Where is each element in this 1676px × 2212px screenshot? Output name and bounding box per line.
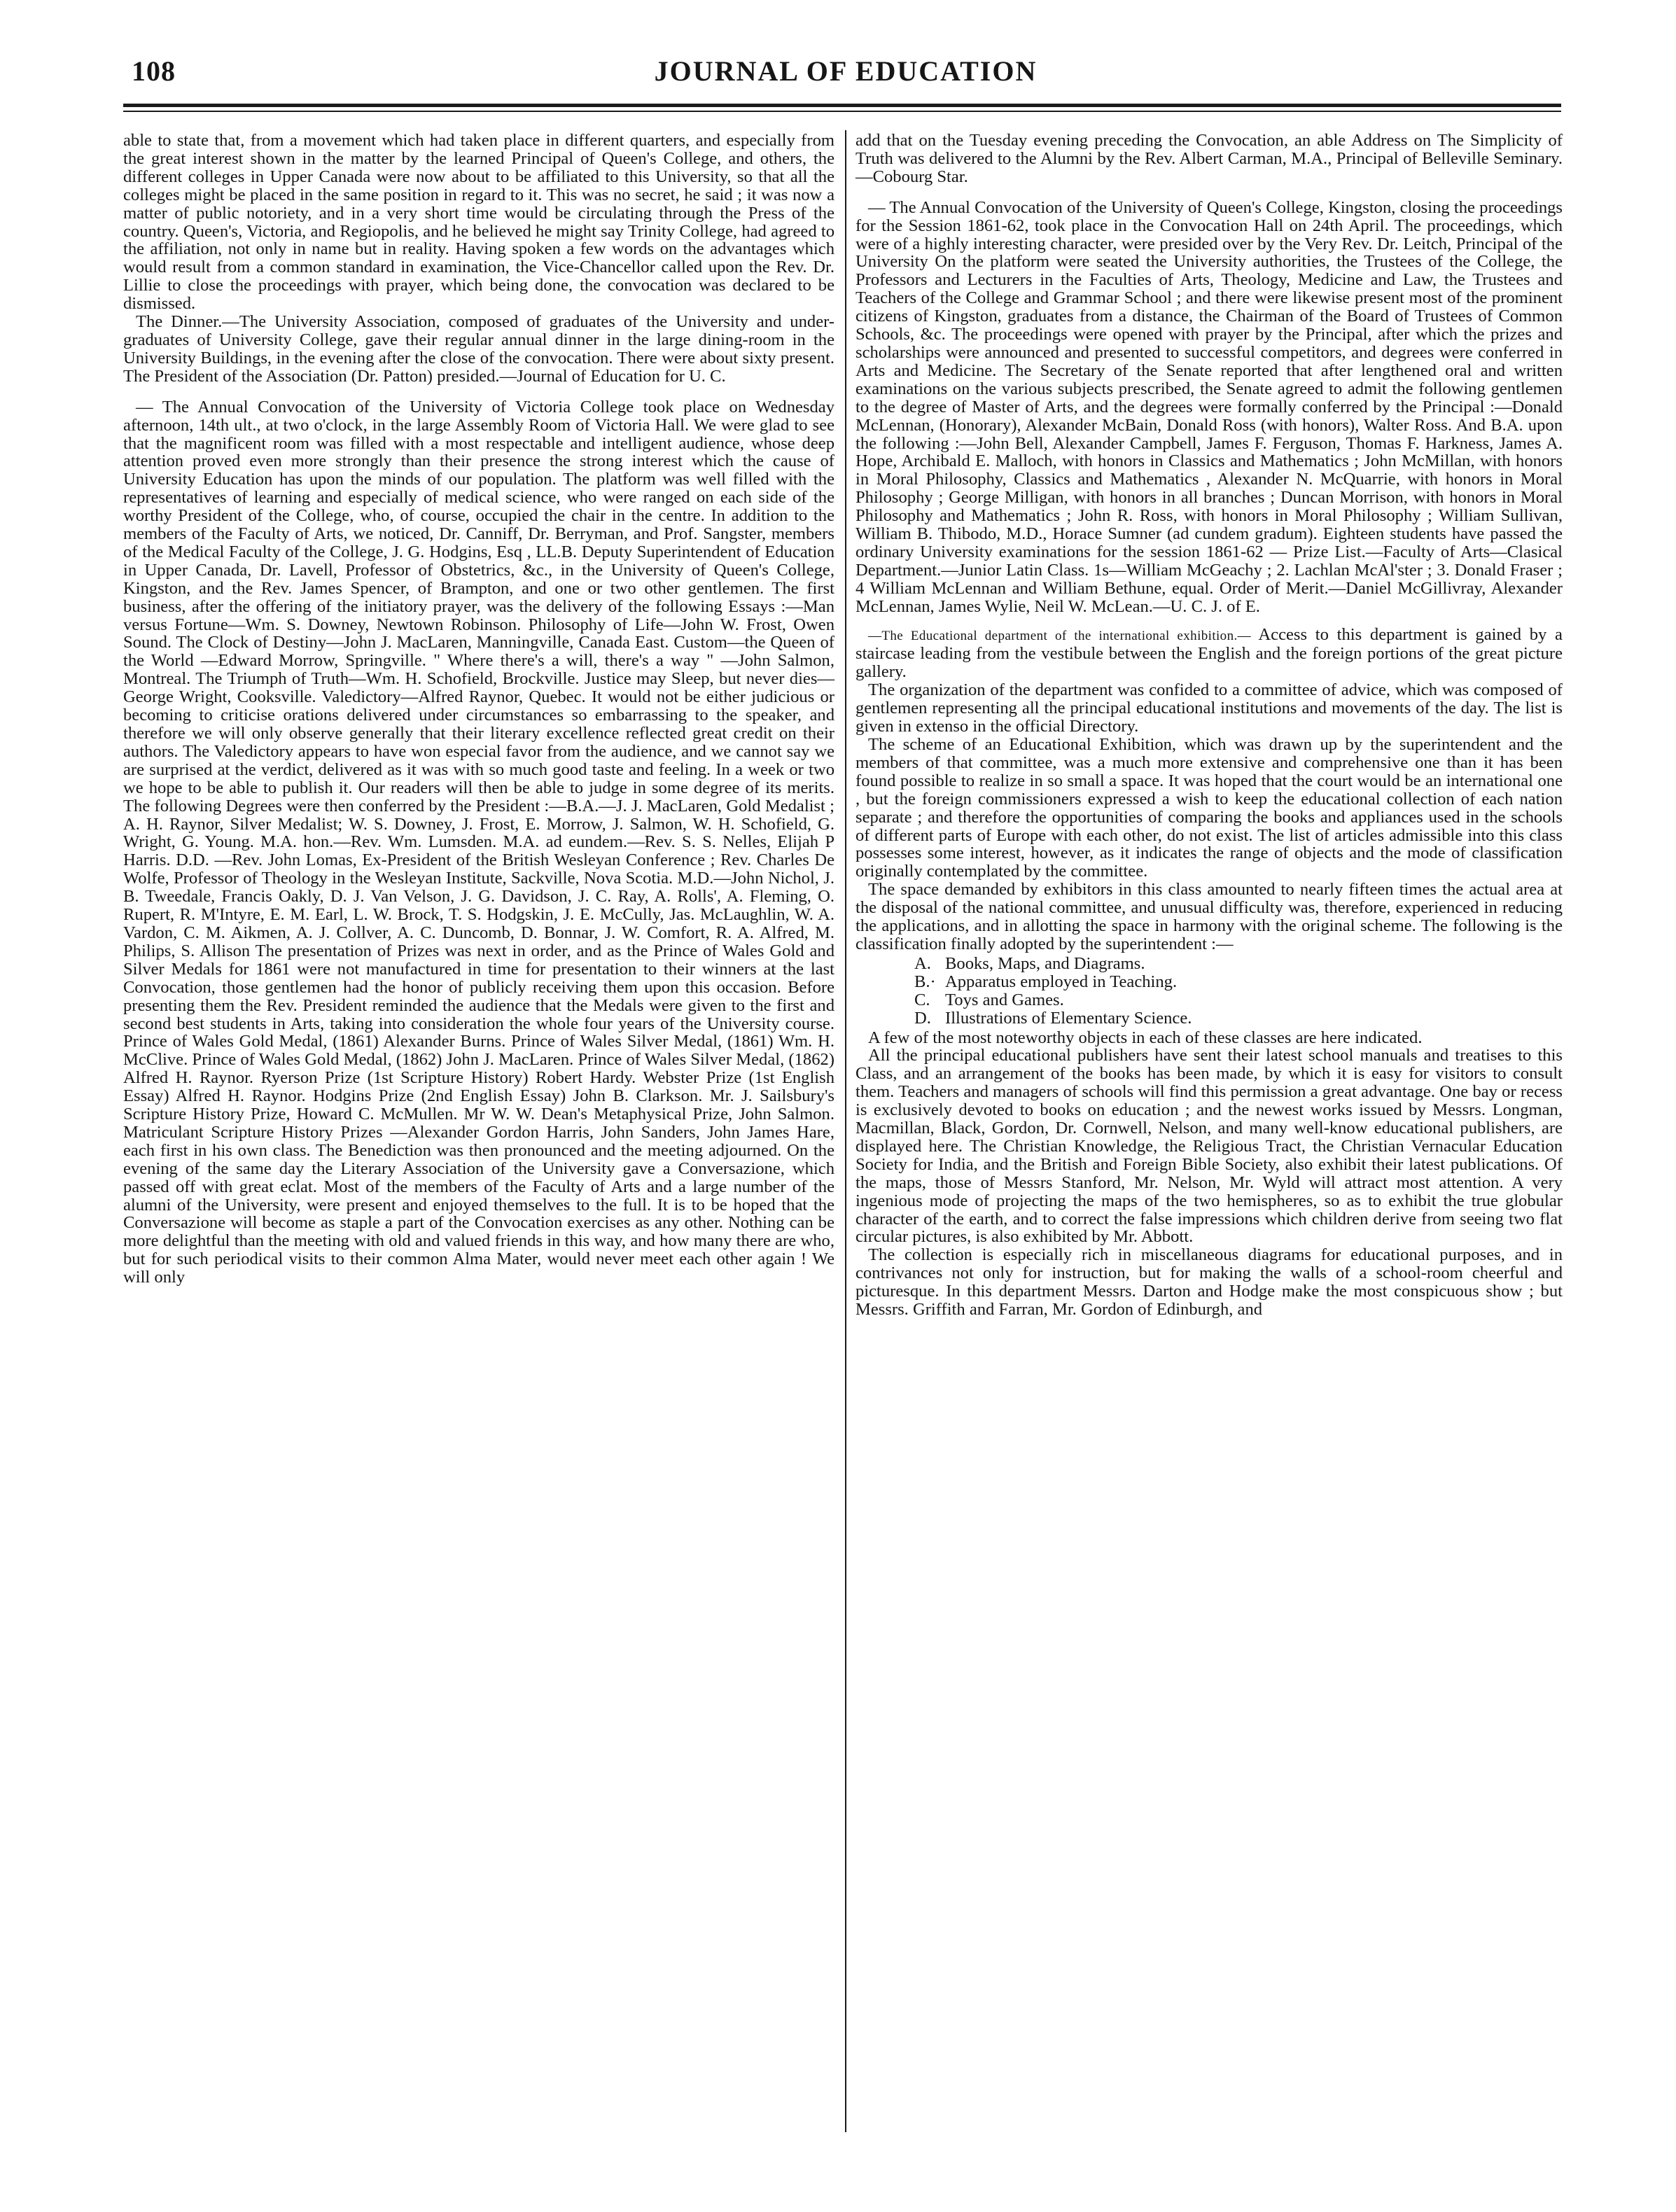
list-item-text: Books, Maps, and Diagrams. [945, 953, 1145, 973]
left-column [123, 132, 834, 1287]
section-heading: —The Educational department of the international exhibition.— [868, 628, 1252, 643]
list-item [914, 991, 1563, 1009]
header-rule-thick [123, 104, 1561, 107]
classification-list [856, 955, 1563, 1028]
paragraph: The collection is especially rich in miscellaneous diagrams for educational purposes, and in contrivances not only for instruction, but for making the walls of a school-room cheerful and picturesque. In this department Messrs. Darton and Hodge make the most conspicuous show ; but Messrs. Griffith and Farran, Mr. Gordon of Edinburgh, and [856, 1245, 1563, 1320]
page-header [132, 55, 1560, 97]
paragraph: All the principal educational publishers have sent their latest school manuals and treatises to this Class, and an arrangement of the books has been made, by which it is easy for visitors to consult them. Teachers and managers of schools will find this permission a great advantage. One bay or recess is exclusively devoted to books on education ; and the newest works issued by Messrs. Longman, Macmillan, Black, Gordon, Dr. Cornwell, Nelson, and many well-know educational publishers, are displayed here. The Christian Knowledge, the Religious Tract, the Christian Vernacular Education Society for India, and the British and Foreign Bible Society, also exhibit their latest publications. Of the maps, those of Messrs Stanford, Mr. Nelson, Mr. Wyld will attract most attention. A very ingenious mode of projecting the maps of the two hemispheres, so as to exhibit the true globular character of the earth, and to correct the false impressions which children derive from seeing two flat circular pictures, is also exhibited by Mr. Abbott. [856, 1046, 1563, 1247]
list-item-text: Toys and Games. [945, 990, 1064, 1009]
paragraph: — The Annual Convocation of the University of Victoria College took place on Wednesday afternoon, 14th ult., at two o'clock, in the large Assembly Room of Victoria Hall. We were glad to see that the magnificent room was filled with a most respectable and intelligent audience, whose deep attention proved even more strongly than their presence the strong interest which the cause of University Education has upon the minds of our population. The platform was well filled with the representatives of learning and especially of medical science, who were ranged on each side of the worthy President of the College, who, of course, occupied the chair in the centre. In addition to the members of the Faculty of Arts, we noticed, Dr. Canniff, Dr. Berryman, and Prof. Sangster, members of the Medical Faculty of the College, J. G. Hodgins, Esq , LL.B. Deputy Superintendent of Education in Upper Canada, Dr. Lavell, Professor of Obstetrics, &c., in the University of Queen's College, Kingston, and the Rev. James Spencer, of Brampton, and one or two other gentlemen. The first business, after the offering of the initiatory prayer, was the delivery of the following Essays :—Man versus Fortune—Wm. S. Downey, Newtown Robinson. Philosophy of Life—John W. Frost, Owen Sound. The Clock of Destiny—John J. MacLaren, Manningville, Canada East. Custom—the Queen of the World —Edward Morrow, Springville. " Where there's a will, there's a way " —John Salmon, Montreal. The Triumph of Truth—Wm. H. Schofield, Brockville. Justice may Sleep, but never dies—George Wright, Cooksville. Valedictory—Alfred Raynor, Quebec. It would not be either judicious or becoming to criticise orations delivered under circumstances so embarrassing to the speaker, and therefore we will only observe generally that their literary excellence reflected great credit on their authors. The Valedictory appears to have won especial favor from the audience, and we cannot say we are surprised at the verdict, delivered as it was with so much good taste and feeling. In a week or two we hope to be able to publish it. Our readers will then be able to judge in some degree of its merits. The following Degrees were then conferred by the President :—B.A.—J. J. MacLaren, Gold Medalist ; A. H. Raynor, Silver Medalist; W. S. Downey, J. Frost, E. Morrow, J. Salmon, W. H. Schofield, G. Wright, G. Young. M.A. hon.—Rev. Wm. Lumsden. M.A. ad eundem.—Rev. S. S. Nelles, Elijah P Harris. D.D. —Rev. John Lomas, Ex-President of the British Wesleyan Conference ; Rev. Charles De Wolfe, Professor of Theology in the Wesleyan Institute, Sackville, Nova Scotia. M.D.—John Nichol, J. B. Tweedale, Francis Oakly, D. J. Van Velson, J. G. Davidson, J. C. Ray, A. Rolls', A. Fleming, O. Rupert, R. M'Intyre, E. M. Earl, L. W. Brock, T. S. Hodgskin, J. E. McCully, Jas. McLaughlin, W. A. Vardon, C. M. Aikmen, A. J. Collver, A. C. Duncomb, D. Bonnar, J. W. Comfort, R. A. Alfred, M. Philips, S. Allison The presentation of Prizes was next in order, and as the Prince of Wales Gold and Silver Medals for 1861 were not manufactured in time for presentation to their winners at the last Convocation, those gentlemen had the honor of publicly receiving them upon this occasion. Before presenting them the Rev. President reminded the audience that the Medals were given to the first and second best students in Arts, taking into consideration the whole four years of the University course. Prince of Wales Gold Medal, (1861) Alexander Burns. Prince of Wales Silver Medal, (1861) Wm. H. McClive. Prince of Wales Gold Medal, (1862) John J. MacLaren. Prince of Wales Silver Medal, (1862) Alfred H. Raynor. Ryerson Prize (1st Scripture History) Robert Hardy. Webster Prize (1st English Essay) Alfred H. Raynor. Hodgins Prize (2nd English Essay) John B. Clarkson. Mr. J. Sailsbury's Scripture History Prize, Howard C. McMullen. Mr W. W. Dean's Metaphysical Prize, John Salmon. Matriculant Scripture History Prizes —Alexander Gordon Harris, John Sanders, John James Hare, each first in his own class. The Benediction was then pronounced and the meeting adjourned. On the evening of the same day the Literary Association of the University gave a Conversazione, which passed off with great eclat. Most of the members of the Faculty of Arts and a large number of the alumni of the University, were present and enjoyed themselves to the full. It is to be hoped that the Conversazione will become as staple a part of the Convocation exercises as any other. Nothing can be more delightful than the meeting with old and valued friends in this way, and how many there are who, but for such periodical visits to their common Alma Mater, would never meet each other again ! We will only [123, 397, 834, 1287]
paragraph-text: Access to this department is gained by a staircase leading from the vestibule between the English and the foreign portions of the great picture gallery. [856, 624, 1563, 682]
list-item-letter: C. [914, 990, 930, 1009]
page-number: 108 [132, 55, 176, 87]
list-item-letter: A. [914, 953, 931, 973]
header-rule-thin [123, 111, 1561, 112]
paragraph: The organization of the department was confided to a committee of advice, which was composed of gentlemen representing all the principal educational institutions and movements of the day. The list is given in extenso in the official Directory. [856, 680, 1563, 736]
paragraph: able to state that, from a movement which had taken place in different quarters, and especially from the great interest shown in the matter by the learned Principal of Queen's College, and others, the different colleges in Upper Canada were now about to be affiliated to this University, so that all the colleges might be placed in the same position in regard to it. This was no secret, he said ; it was now a matter of public notoriety, and in a very short time would be circulating through the Press of the country. Queen's, Victoria, and Regiopolis, and he believed he might say Trinity College, had agreed to the affiliation, not only in name but in reality. Having spoken a few words on the advantages which would result from a common standard in examination, the Vice-Chancellor called upon the Rev. Dr. Lillie to close the proceedings with prayer, which being done, the convocation was declared to be dismissed. [123, 131, 834, 314]
journal-title: JOURNAL OF EDUCATION [654, 55, 1038, 87]
paragraph: The scheme of an Educational Exhibition, which was drawn up by the superintendent and the members of that committee, was a much more extensive and comprehensive one than it has been found possible to realize in so small a space. It was hoped that the court would be an international one , but the foreign commissioners expressed a wish to keep the educational collection of each nation separate ; and therefore the opportunities of comparing the books and appliances used in the schools of different parts of Europe with each other, do not exist. The list of articles admissible into this class possesses some interest, however, as it indicates the range of objects and the mode of classification originally contemplated by the committee. [856, 735, 1563, 881]
list-item [914, 973, 1563, 991]
list-item-letter: B.· [914, 972, 936, 991]
list-item-text: Apparatus employed in Teaching. [945, 972, 1178, 991]
paragraph [856, 626, 1563, 682]
paragraph: The Dinner.—The University Association, composed of graduates of the University and under-graduates of University College, gave their regular annual dinner in the large dining-room in the University Buildings, in the evening after the close of the convocation. There were about sixty present. The President of the Association (Dr. Patton) presided.—Journal of Education for U. C. [123, 312, 834, 386]
list-item-letter: D. [914, 1008, 931, 1028]
column-divider [845, 130, 846, 2132]
list-item [914, 955, 1563, 973]
paragraph: A few of the most noteworthy objects in each of these classes are here indicated. [868, 1028, 1423, 1047]
list-item-text: Illustrations of Elementary Science. [945, 1008, 1192, 1028]
paragraph: add that on the Tuesday evening preceding the Convocation, an able Address on The Simplicity of Truth was delivered to the Alumni by the Rev. Albert Carman, M.A., Principal of Belleville Seminary.—Cobourg Star. [856, 131, 1563, 186]
paragraph: — The Annual Convocation of the University of Queen's College, Kingston, closing the proceedings for the Session 1861-62, took place in the Convocation Hall on 24th April. The proceedings, which were of a highly interesting character, were presided over by the Very Rev. Dr. Leitch, Principal of the University On the platform were seated the University authorities, the Trustees of the College, the Professors and Lecturers in the Faculties of Arts, Theology, Medicine and Law, the Trustees and Teachers of the College and Grammar School ; and there were likewise present most of the prominent citizens of Kingston, graduates from a distance, the Chairman of the Board of Trustees of Common Schools, &c. The proceedings were opened with prayer by the Principal, after which the prizes and scholarships were announced and presented to successful competitors, and degrees were conferred in Arts and Medicine. The Secretary of the Senate reported that after lengthened oral and written examinations on the various subjects prescribed, the Senate agreed to admit the following gentlemen to the degree of Master of Arts, and the degrees were formally conferred by the Principal :—Donald McLennan, (Honorary), Alexander McBain, Donald Ross (with honors), Walter Ross. And B.A. upon the following :—John Bell, Alexander Campbell, James F. Ferguson, Thomas F. Harkness, James A. Hope, Archibald E. Malloch, with honors in Classics and Mathematics ; John McMillan, with honors in Moral Philosophy, Classics and Mathematics , Alexander N. McQuarrie, with honors in Moral Philosophy ; George Milligan, with honors in all branches ; Duncan Morrison, with honors in Moral Philosophy and Mathematics ; John R. Ross, with honors in Moral Philosophy ; William Sullivan, William B. Thibodo, M.D., Horace Sumner (ad cundem gradum). Eighteen students have passed the ordinary University examinations for the session 1861-62 — Prize List.—Faculty of Arts—Clasical Department.—Junior Latin Class. 1s—William McGeachy ; 2. Lachlan McAl'ster ; 3. Donald Fraser ; 4 William McLennan and William Bethune, equal. Order of Merit.—Daniel McGillivray, Alexander McLennan, James Wylie, Neil W. McLean.—U. C. J. of E. [856, 197, 1563, 616]
list-item [914, 1009, 1563, 1028]
right-column [856, 132, 1563, 1319]
paragraph: The space demanded by exhibitors in this class amounted to nearly fifteen times the actual area at the disposal of the national committee, and unusual difficulty was, therefore, experienced in reducing the applications, and in allotting the space in harmony with the original scheme. The following is the classification finally adopted by the superintendent :— [856, 880, 1563, 953]
